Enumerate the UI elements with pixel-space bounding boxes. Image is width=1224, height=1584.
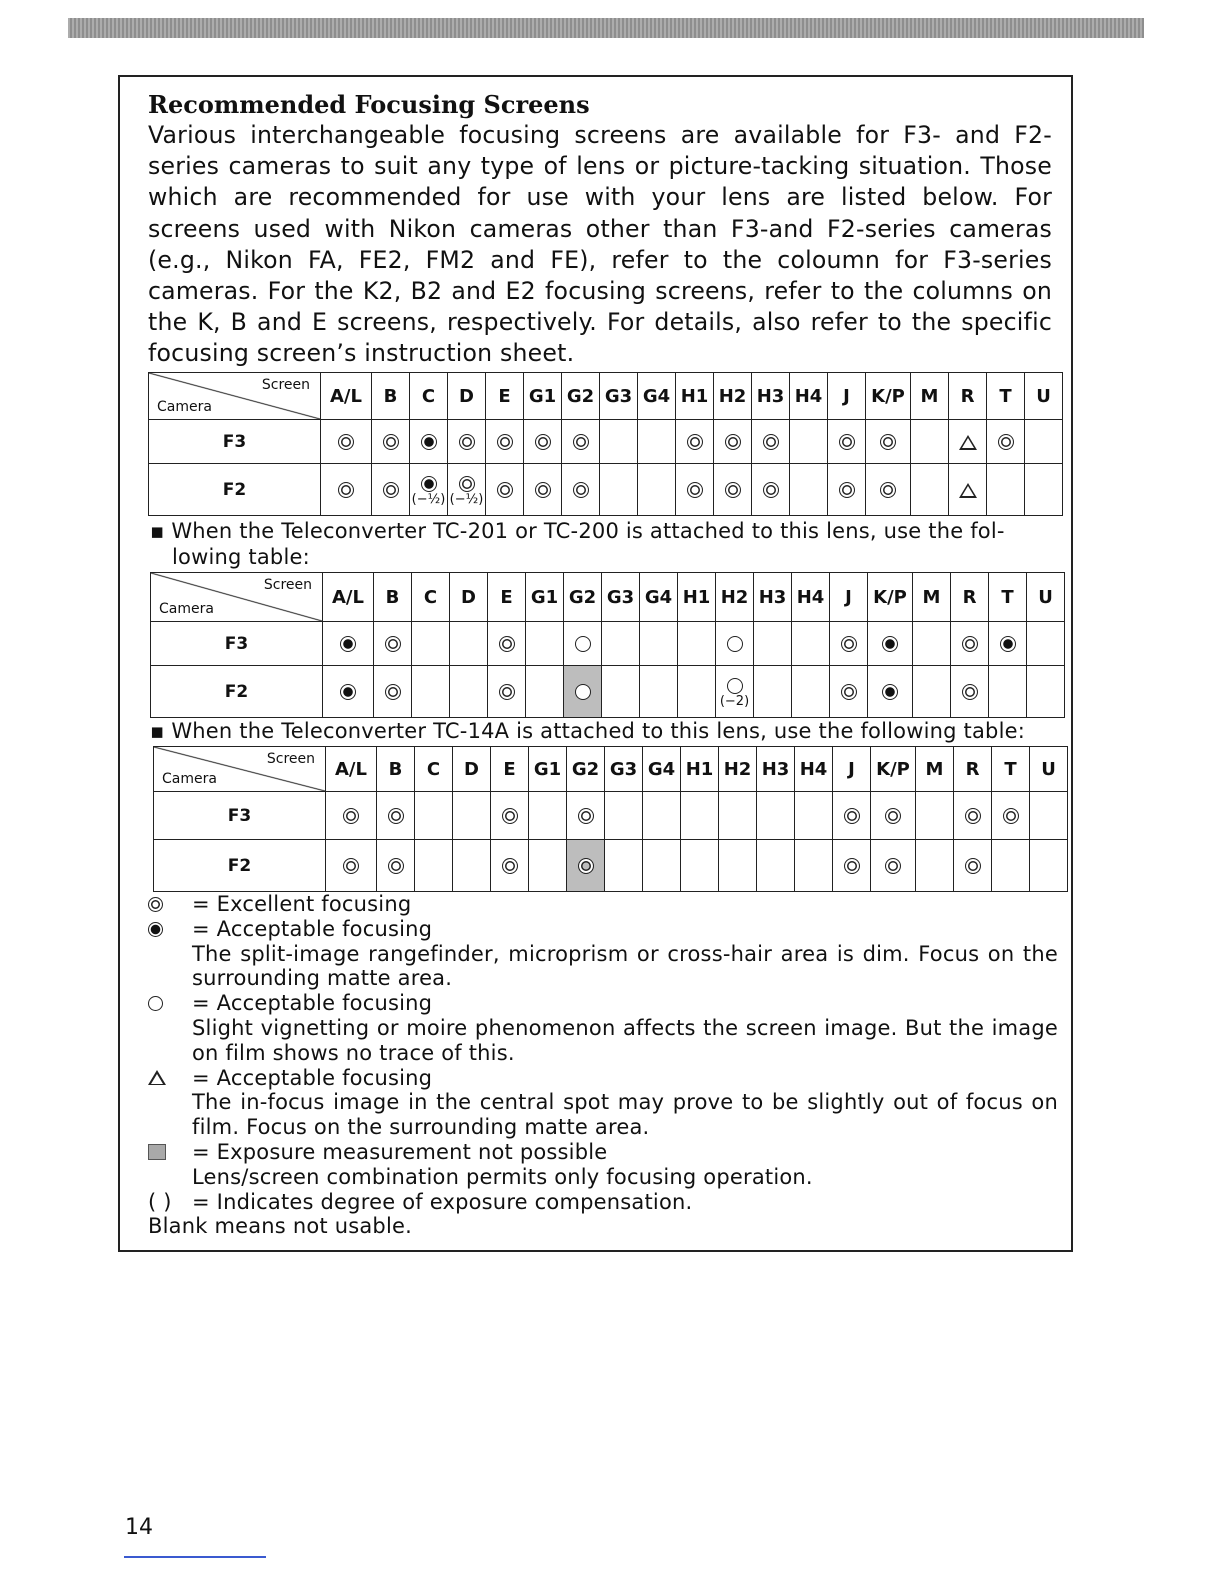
- rating-cell: [643, 840, 681, 892]
- acceptable-focusing-dim-icon: [882, 684, 898, 700]
- rating-cell: [911, 464, 949, 516]
- column-header: E: [491, 747, 529, 792]
- note-tc201-text: When the Teleconverter TC-201 or TC-200 is attached to this lens, use the fol-: [171, 519, 1005, 543]
- rating-cell: [486, 420, 524, 464]
- corner-diagonal: [151, 573, 322, 621]
- legend-exposure-not-possible: [148, 1140, 1058, 1165]
- rating-cell: [524, 464, 562, 516]
- column-header: U: [1025, 373, 1063, 420]
- compensation-value: (−2): [719, 694, 750, 709]
- column-header: A/L: [323, 573, 374, 622]
- column-header: C: [415, 747, 453, 792]
- rating-cell: [450, 666, 488, 718]
- column-header: H3: [752, 373, 790, 420]
- rating-cell: [949, 420, 987, 464]
- column-header: M: [913, 573, 951, 622]
- rating-cell: [719, 792, 757, 840]
- rating-cell: [488, 666, 526, 718]
- acceptable-focusing-vignetting-icon: [148, 996, 163, 1011]
- legend-description: Slight vignetting or moire phenomenon affects the screen image. But the image on film shows no trace of this.: [192, 1015, 1058, 1065]
- table-row: [149, 464, 1063, 516]
- rating-cell: [678, 622, 716, 666]
- excellent-focusing-icon: [1003, 808, 1019, 824]
- rating-cell: [911, 420, 949, 464]
- compensation-value: (−½): [411, 492, 446, 507]
- acceptable-focusing-vignetting-icon: [727, 678, 743, 694]
- column-header: B: [377, 747, 415, 792]
- page-title: Recommended Focusing Screens: [148, 90, 590, 119]
- rating-cell: [374, 666, 412, 718]
- excellent-focusing-icon: [535, 482, 551, 498]
- rating-cell: [600, 464, 638, 516]
- rating-cell: [562, 420, 600, 464]
- excellent-focusing-icon: [388, 858, 404, 874]
- rating-cell: [638, 420, 676, 464]
- column-header: D: [450, 573, 488, 622]
- column-header: G1: [529, 747, 567, 792]
- rating-cell: [374, 622, 412, 666]
- column-header: G2: [562, 373, 600, 420]
- parentheses-key: ( ): [148, 1189, 172, 1214]
- legend-acceptable-dim: [148, 917, 1058, 942]
- excellent-focusing-icon: [343, 808, 359, 824]
- rating-cell: [450, 622, 488, 666]
- column-header: B: [374, 573, 412, 622]
- excellent-focusing-icon: [725, 434, 741, 450]
- column-header: K/P: [868, 573, 913, 622]
- rating-cell: [752, 464, 790, 516]
- acceptable-focusing-dim-icon: [340, 636, 356, 652]
- acceptable-focusing-offspot-icon: [959, 483, 977, 498]
- rating-cell: [564, 622, 602, 666]
- legend-description: Lens/screen combination permits only focusing operation.: [192, 1164, 813, 1189]
- column-header: A/L: [326, 747, 377, 792]
- rating-cell: [486, 464, 524, 516]
- column-header: G3: [600, 373, 638, 420]
- column-header: H1: [681, 747, 719, 792]
- excellent-focusing-icon: [502, 808, 518, 824]
- camera-label: F2: [154, 840, 326, 892]
- rating-cell: [377, 792, 415, 840]
- rating-cell: [1027, 622, 1065, 666]
- camera-label: F3: [149, 420, 321, 464]
- column-header: H3: [757, 747, 795, 792]
- rating-cell: [951, 622, 989, 666]
- column-header: H2: [714, 373, 752, 420]
- table-corner-header: [154, 747, 326, 792]
- corner-screen-label: Screen: [263, 577, 312, 593]
- column-header: H3: [754, 573, 792, 622]
- rating-cell: [833, 792, 871, 840]
- rating-cell: [830, 622, 868, 666]
- column-header: G1: [524, 373, 562, 420]
- rating-cell: [830, 666, 868, 718]
- rating-cell: [529, 792, 567, 840]
- acceptable-focusing-dim-icon: [421, 476, 437, 492]
- rating-cell: [989, 666, 1027, 718]
- rating-cell: [1027, 666, 1065, 718]
- column-header: G3: [605, 747, 643, 792]
- legend-label: = Indicates degree of exposure compensation.: [192, 1189, 693, 1214]
- legend-label: = Acceptable focusing: [192, 991, 433, 1016]
- rating-cell: [714, 420, 752, 464]
- rating-cell: [488, 622, 526, 666]
- excellent-focusing-icon: [499, 636, 515, 652]
- rating-cell: [491, 840, 529, 892]
- excellent-focusing-icon: [998, 434, 1014, 450]
- excellent-focusing-icon: [573, 434, 589, 450]
- rating-cell: [526, 622, 564, 666]
- column-header: M: [911, 373, 949, 420]
- acceptable-focusing-dim-icon: [148, 922, 163, 937]
- corner-camera-label: Camera: [157, 399, 212, 415]
- legend-label: = Exposure measurement not possible: [192, 1139, 608, 1164]
- rating-cell: [412, 622, 450, 666]
- page-header-band: [68, 18, 1144, 38]
- excellent-focusing-icon: [844, 808, 860, 824]
- column-header: D: [453, 747, 491, 792]
- rating-cell: [453, 792, 491, 840]
- rating-cell: [866, 420, 911, 464]
- rating-cell: [681, 840, 719, 892]
- rating-cell: [790, 464, 828, 516]
- rating-cell: [491, 792, 529, 840]
- excellent-focusing-icon: [962, 636, 978, 652]
- excellent-focusing-icon: [535, 434, 551, 450]
- column-header: G2: [564, 573, 602, 622]
- rating-cell: [562, 464, 600, 516]
- excellent-focusing-icon: [839, 434, 855, 450]
- compensation-value: (−½): [449, 492, 484, 507]
- rating-cell: [992, 792, 1030, 840]
- acceptable-focusing-offspot-icon: [959, 435, 977, 450]
- column-header: R: [954, 747, 992, 792]
- column-header: J: [830, 573, 868, 622]
- table-row: [151, 666, 1065, 718]
- rating-cell: [716, 666, 754, 718]
- rating-cell: [754, 666, 792, 718]
- excellent-focusing-icon: [962, 684, 978, 700]
- legend-compensation: [148, 1190, 1058, 1215]
- rating-cell: [605, 840, 643, 892]
- excellent-focusing-icon: [338, 434, 354, 450]
- rating-cell: [529, 840, 567, 892]
- rating-cell: [415, 792, 453, 840]
- column-header: A/L: [321, 373, 372, 420]
- corner-screen-label: Screen: [261, 377, 310, 393]
- rating-cell: [605, 792, 643, 840]
- rating-cell: [714, 464, 752, 516]
- column-header: H4: [795, 747, 833, 792]
- corner-diagonal: [154, 747, 325, 791]
- legend-label: Blank means not usable.: [148, 1214, 412, 1239]
- column-header: K/P: [871, 747, 916, 792]
- table-corner-header: [149, 373, 321, 420]
- camera-label: F3: [151, 622, 323, 666]
- excellent-focusing-icon: [383, 434, 399, 450]
- bullet-icon: ▪: [150, 519, 165, 543]
- column-header: C: [410, 373, 448, 420]
- rating-cell: [987, 464, 1025, 516]
- legend-excellent: [148, 892, 1058, 917]
- corner-diagonal: [149, 373, 320, 419]
- rating-cell: [913, 622, 951, 666]
- excellent-focusing-icon: [844, 858, 860, 874]
- column-header: R: [949, 373, 987, 420]
- rating-cell: [992, 840, 1030, 892]
- rating-cell: [323, 666, 374, 718]
- rating-cell: [1030, 792, 1068, 840]
- rating-cell: [377, 840, 415, 892]
- acceptable-focusing-dim-icon: [340, 684, 356, 700]
- rating-cell: [410, 464, 448, 516]
- excellent-focusing-icon: [687, 482, 703, 498]
- rating-cell: [868, 622, 913, 666]
- column-header: E: [488, 573, 526, 622]
- column-header: G2: [567, 747, 605, 792]
- column-header: U: [1030, 747, 1068, 792]
- camera-label: F2: [149, 464, 321, 516]
- excellent-focusing-icon: [763, 434, 779, 450]
- rating-cell: [716, 622, 754, 666]
- excellent-focusing-icon: [841, 636, 857, 652]
- excellent-focusing-icon: [578, 808, 594, 824]
- rating-cell: [448, 420, 486, 464]
- rating-cell: [372, 420, 410, 464]
- excellent-focusing-icon: [338, 482, 354, 498]
- bullet-icon: ▪: [150, 719, 165, 743]
- shaded-cell-icon: [148, 1144, 166, 1160]
- corner-screen-label: Screen: [266, 751, 315, 767]
- rating-cell: [828, 464, 866, 516]
- legend-label: = Acceptable focusing: [192, 916, 433, 941]
- excellent-focusing-icon: [763, 482, 779, 498]
- excellent-focusing-icon: [459, 476, 475, 492]
- excellent-focusing-icon: [880, 482, 896, 498]
- column-header: H2: [719, 747, 757, 792]
- legend-label: = Acceptable focusing: [192, 1065, 433, 1090]
- focusing-screen-table-tc14a: [153, 746, 1068, 892]
- rating-cell: [415, 840, 453, 892]
- column-header: G3: [602, 573, 640, 622]
- rating-cell: [526, 666, 564, 718]
- rating-cell: [321, 464, 372, 516]
- rating-cell: [949, 464, 987, 516]
- excellent-focusing-icon: [383, 482, 399, 498]
- rating-cell: [833, 840, 871, 892]
- rating-cell: [868, 666, 913, 718]
- table-row: [154, 792, 1068, 840]
- column-header: G4: [643, 747, 681, 792]
- note-tc14a: [150, 718, 1054, 744]
- column-header: M: [916, 747, 954, 792]
- column-header: U: [1027, 573, 1065, 622]
- excellent-focusing-icon: [725, 482, 741, 498]
- rating-cell: [326, 840, 377, 892]
- rating-cell: [954, 792, 992, 840]
- rating-cell: [448, 464, 486, 516]
- rating-cell: [567, 792, 605, 840]
- excellent-focusing-icon: [148, 897, 163, 912]
- rating-cell: [564, 666, 602, 718]
- legend-description: The in-focus image in the central spot may prove to be slightly out of focus on film. Focus on the surrounding matte area.: [192, 1090, 1058, 1140]
- excellent-focusing-icon: [880, 434, 896, 450]
- acceptable-focusing-vignetting-icon: [575, 636, 591, 652]
- rating-cell: [410, 420, 448, 464]
- table-row: [149, 420, 1063, 464]
- rating-cell: [871, 840, 916, 892]
- acceptable-focusing-dim-icon: [1000, 636, 1016, 652]
- excellent-focusing-icon: [965, 858, 981, 874]
- page-number: 14: [125, 1515, 153, 1540]
- column-header: H1: [678, 573, 716, 622]
- page-footer-rule: [124, 1556, 266, 1558]
- note-tc201-text-cont: lowing table:: [172, 545, 310, 569]
- excellent-focusing-icon: [497, 482, 513, 498]
- excellent-focusing-icon: [885, 808, 901, 824]
- rating-cell: [866, 464, 911, 516]
- rating-cell: [323, 622, 374, 666]
- rating-cell: [913, 666, 951, 718]
- excellent-focusing-icon: [839, 482, 855, 498]
- excellent-focusing-icon: [578, 858, 594, 874]
- excellent-focusing-icon: [343, 858, 359, 874]
- rating-cell: [795, 792, 833, 840]
- column-header: H2: [716, 573, 754, 622]
- rating-cell: [719, 840, 757, 892]
- camera-label: F3: [154, 792, 326, 840]
- legend-acceptable-vignetting: [148, 991, 1058, 1016]
- column-header: C: [412, 573, 450, 622]
- rating-cell: [916, 792, 954, 840]
- acceptable-focusing-vignetting-icon: [727, 636, 743, 652]
- rating-cell: [792, 622, 830, 666]
- rating-cell: [638, 464, 676, 516]
- rating-cell: [412, 666, 450, 718]
- excellent-focusing-icon: [385, 636, 401, 652]
- rating-cell: [640, 666, 678, 718]
- rating-cell: [643, 792, 681, 840]
- legend-description: The split-image rangefinder, microprism or cross-hair area is dim. Focus on the surrounding matte area.: [192, 941, 1058, 991]
- excellent-focusing-icon: [573, 482, 589, 498]
- column-header: T: [992, 747, 1030, 792]
- rating-cell: [640, 622, 678, 666]
- rating-cell: [987, 420, 1025, 464]
- rating-cell: [602, 666, 640, 718]
- rating-cell: [989, 622, 1027, 666]
- excellent-focusing-icon: [885, 858, 901, 874]
- rating-cell: [326, 792, 377, 840]
- rating-cell: [754, 622, 792, 666]
- column-header: R: [951, 573, 989, 622]
- acceptable-focusing-vignetting-icon: [575, 684, 591, 700]
- rating-cell: [757, 840, 795, 892]
- excellent-focusing-icon: [965, 808, 981, 824]
- column-header: E: [486, 373, 524, 420]
- column-header: H4: [792, 573, 830, 622]
- rating-cell: [795, 840, 833, 892]
- rating-cell: [790, 420, 828, 464]
- table-corner-header: [151, 573, 323, 622]
- note-tc201: [150, 518, 1054, 570]
- rating-cell: [1025, 420, 1063, 464]
- excellent-focusing-icon: [388, 808, 404, 824]
- column-header: G1: [526, 573, 564, 622]
- note-tc14a-text: When the Teleconverter TC-14A is attached to this lens, use the following table:: [171, 719, 1026, 743]
- acceptable-focusing-dim-icon: [882, 636, 898, 652]
- legend-blank: [148, 1214, 1058, 1239]
- acceptable-focusing-dim-icon: [421, 434, 437, 450]
- excellent-focusing-icon: [499, 684, 515, 700]
- rating-cell: [321, 420, 372, 464]
- column-header: J: [828, 373, 866, 420]
- column-header: G4: [640, 573, 678, 622]
- camera-label: F2: [151, 666, 323, 718]
- column-header: D: [448, 373, 486, 420]
- intro-paragraph: Various interchangeable focusing screens are available for F3- and F2-series cameras to suit any type of lens or picture-tacking situation. Those which are recommended for use with your lens are listed below. For screens used with Nikon cameras other than F3-and F2-series cameras (e.g., Nikon FA, FE2, FM2 and FE), refer to the coloumn for F3-series cameras. For the K2, B2 and E2 focusing screens, refer to the columns on the K, B and E screens, respectively. For details, also refer to the specific focusing screen’s instruction sheet.: [148, 121, 1052, 368]
- column-header: H4: [790, 373, 828, 420]
- rating-cell: [828, 420, 866, 464]
- excellent-focusing-icon: [502, 858, 518, 874]
- rating-cell: [678, 666, 716, 718]
- rating-cell: [600, 420, 638, 464]
- rating-cell: [871, 792, 916, 840]
- rating-cell: [954, 840, 992, 892]
- focusing-screen-table-no-converter: [148, 372, 1063, 516]
- excellent-focusing-icon: [459, 434, 475, 450]
- rating-cell: [752, 420, 790, 464]
- corner-camera-label: Camera: [159, 601, 214, 617]
- rating-cell: [567, 840, 605, 892]
- rating-cell: [916, 840, 954, 892]
- column-header: T: [989, 573, 1027, 622]
- excellent-focusing-icon: [841, 684, 857, 700]
- column-header: H1: [676, 373, 714, 420]
- rating-cell: [676, 464, 714, 516]
- rating-cell: [676, 420, 714, 464]
- rating-cell: [681, 792, 719, 840]
- legend-acceptable-offspot: [148, 1066, 1058, 1091]
- rating-cell: [757, 792, 795, 840]
- column-header: T: [987, 373, 1025, 420]
- column-header: J: [833, 747, 871, 792]
- column-header: G4: [638, 373, 676, 420]
- focusing-screen-table-tc201: [150, 572, 1065, 718]
- acceptable-focusing-offspot-icon: [148, 1070, 166, 1085]
- column-header: B: [372, 373, 410, 420]
- table-row: [151, 622, 1065, 666]
- rating-cell: [524, 420, 562, 464]
- rating-cell: [951, 666, 989, 718]
- excellent-focusing-icon: [385, 684, 401, 700]
- excellent-focusing-icon: [497, 434, 513, 450]
- excellent-focusing-icon: [687, 434, 703, 450]
- rating-cell: [1030, 840, 1068, 892]
- legend-label: = Excellent focusing: [192, 892, 412, 916]
- corner-camera-label: Camera: [162, 771, 217, 787]
- column-header: K/P: [866, 373, 911, 420]
- rating-cell: [372, 464, 410, 516]
- rating-cell: [1025, 464, 1063, 516]
- symbol-legend: [148, 892, 1058, 1239]
- table-row: [154, 840, 1068, 892]
- rating-cell: [602, 622, 640, 666]
- rating-cell: [792, 666, 830, 718]
- rating-cell: [453, 840, 491, 892]
